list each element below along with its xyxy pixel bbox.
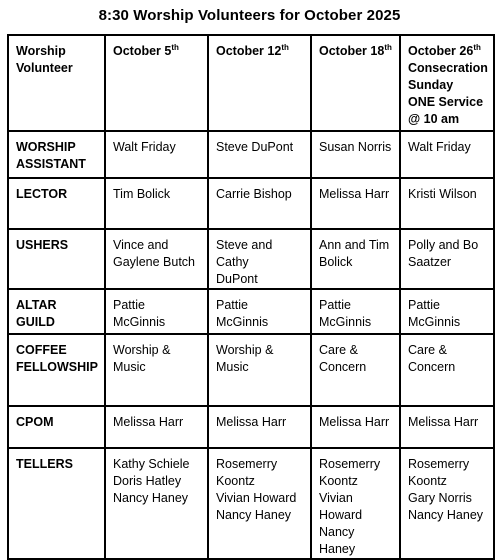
volunteer-cell <box>208 131 311 178</box>
volunteer-name: Rosemerry <box>216 457 278 471</box>
volunteer-cell <box>208 229 311 289</box>
volunteer-schedule-table <box>7 34 495 560</box>
volunteer-cell <box>105 229 208 289</box>
row-tellers <box>8 448 494 559</box>
row-worship-assistant <box>8 131 494 178</box>
date-label: October 12 <box>216 44 282 58</box>
volunteer-cell <box>105 334 208 406</box>
volunteer-cell <box>105 131 208 178</box>
volunteer-cell <box>400 448 494 559</box>
volunteer-name: Carrie Bishop <box>216 187 292 201</box>
volunteer-cell <box>400 406 494 448</box>
volunteer-cell <box>400 178 494 229</box>
role-label-line: CPOM <box>16 415 54 429</box>
row-ushers <box>8 229 494 289</box>
volunteer-name: Doris Hatley <box>113 474 182 488</box>
date-suffix: th <box>384 43 392 52</box>
volunteer-name: Walt Friday <box>113 140 176 154</box>
volunteer-name: Polly and Bo <box>408 238 479 252</box>
volunteer-cell <box>105 448 208 559</box>
volunteer-name: Ann and Tim <box>319 238 390 252</box>
volunteer-cell <box>105 289 208 334</box>
volunteer-name: Walt Friday <box>408 140 471 154</box>
header-row <box>8 35 494 131</box>
volunteer-cell <box>208 178 311 229</box>
volunteer-name: Saatzer <box>408 255 452 269</box>
volunteer-cell <box>208 334 311 406</box>
volunteer-name: Steve and Cathy <box>216 238 273 269</box>
volunteer-cell <box>311 406 400 448</box>
role-label-line: USHERS <box>16 238 69 252</box>
volunteer-name: Melissa Harr <box>408 415 479 429</box>
date-label: October 5 <box>113 44 172 58</box>
date-suffix: th <box>473 43 481 52</box>
volunteer-cell <box>208 406 311 448</box>
volunteer-name: Care & <box>408 343 447 357</box>
volunteer-name: Nancy Haney <box>319 525 356 556</box>
date-suffix: th <box>171 43 179 52</box>
header-worship-volunteer <box>8 35 105 131</box>
volunteer-name: Music <box>216 360 249 374</box>
volunteer-cell <box>311 229 400 289</box>
role-label-line: TELLERS <box>16 457 73 471</box>
header-date-oct-5 <box>105 35 208 131</box>
role-cell <box>8 229 105 289</box>
role-label-line: LECTOR <box>16 187 68 201</box>
volunteer-cell <box>400 334 494 406</box>
volunteer-name: Koontz <box>319 474 358 488</box>
volunteer-name: Melissa Harr <box>216 415 287 429</box>
volunteer-cell <box>311 131 400 178</box>
volunteer-name: Gaylene Butch <box>113 255 195 269</box>
volunteer-name: Nancy Haney <box>113 491 189 505</box>
date-suffix: th <box>281 43 289 52</box>
volunteer-cell <box>105 406 208 448</box>
role-cell <box>8 289 105 334</box>
header-label-line: Volunteer <box>16 61 73 75</box>
volunteer-name: Pattie <box>408 298 440 312</box>
volunteer-name: Nancy Haney <box>216 508 292 522</box>
role-cell <box>8 334 105 406</box>
volunteer-name: Kathy Schiele <box>113 457 190 471</box>
volunteer-name: Melissa Harr <box>113 415 184 429</box>
volunteer-name: Pattie McGinnis <box>216 298 269 329</box>
date-note-line: Consecration <box>408 61 488 75</box>
role-label-line: COFFEE <box>16 343 67 357</box>
volunteer-name: Kristi Wilson <box>408 187 477 201</box>
role-cell <box>8 131 105 178</box>
role-cell <box>8 448 105 559</box>
volunteer-name: Care & <box>319 343 358 357</box>
volunteer-cell <box>400 131 494 178</box>
volunteer-cell <box>400 289 494 334</box>
header-label-line: Worship <box>16 44 66 58</box>
row-cpom <box>8 406 494 448</box>
volunteer-cell <box>400 229 494 289</box>
role-label-line: FELLOWSHIP <box>16 360 98 374</box>
volunteer-name: Steve DuPont <box>216 140 294 154</box>
volunteer-name: Vivian Howard <box>216 491 297 505</box>
volunteer-name: Music <box>113 360 146 374</box>
volunteer-name: DuPont <box>216 272 258 286</box>
volunteer-name: Nancy Haney <box>408 508 484 522</box>
volunteer-name: Vivian <box>319 491 353 505</box>
volunteer-name: Worship & <box>216 343 274 357</box>
volunteer-name: Tim Bolick <box>113 187 171 201</box>
volunteer-name: Melissa Harr <box>319 415 390 429</box>
document-title: 8:30 Worship Volunteers for October 2025 <box>98 7 401 24</box>
volunteer-name: Rosemerry <box>319 457 381 471</box>
role-cell <box>8 406 105 448</box>
volunteer-name: Susan Norris <box>319 140 392 154</box>
date-note-line: Sunday <box>408 78 454 92</box>
volunteer-name: Koontz <box>216 474 255 488</box>
volunteer-cell <box>311 289 400 334</box>
volunteer-name: Gary Norris <box>408 491 472 505</box>
header-date-oct-26 <box>400 35 494 131</box>
volunteer-cell <box>311 178 400 229</box>
volunteer-name: Vince and <box>113 238 169 252</box>
volunteer-cell <box>311 334 400 406</box>
row-coffee-fellowship <box>8 334 494 406</box>
date-note-line: @ 10 am <box>408 112 460 126</box>
volunteer-name: McGinnis <box>408 315 461 329</box>
volunteer-name: McGinnis <box>319 315 372 329</box>
volunteer-name: Melissa Harr <box>319 187 390 201</box>
row-lector <box>8 178 494 229</box>
volunteer-name: Pattie <box>319 298 351 312</box>
header-date-oct-18 <box>311 35 400 131</box>
header-date-oct-12 <box>208 35 311 131</box>
date-label: October 26 <box>408 44 474 58</box>
role-label-line: ASSISTANT <box>16 157 86 171</box>
volunteer-name: Concern <box>319 360 367 374</box>
volunteer-name: Bolick <box>319 255 353 269</box>
volunteer-name: Howard <box>319 508 363 522</box>
volunteer-cell <box>208 289 311 334</box>
date-label: October 18 <box>319 44 385 58</box>
volunteer-name: Koontz <box>408 474 447 488</box>
date-note-line: ONE Service <box>408 95 484 109</box>
row-altar-guild <box>8 289 494 334</box>
role-label-line: WORSHIP <box>16 140 76 154</box>
volunteer-cell <box>208 448 311 559</box>
role-cell <box>8 178 105 229</box>
volunteer-cell <box>311 448 400 559</box>
role-label-line: ALTAR GUILD <box>16 298 57 329</box>
volunteer-name: Worship & <box>113 343 171 357</box>
volunteer-cell <box>105 178 208 229</box>
volunteer-name: Concern <box>408 360 456 374</box>
volunteer-name: Rosemerry <box>408 457 470 471</box>
volunteer-name: Pattie McGinnis <box>113 298 166 329</box>
